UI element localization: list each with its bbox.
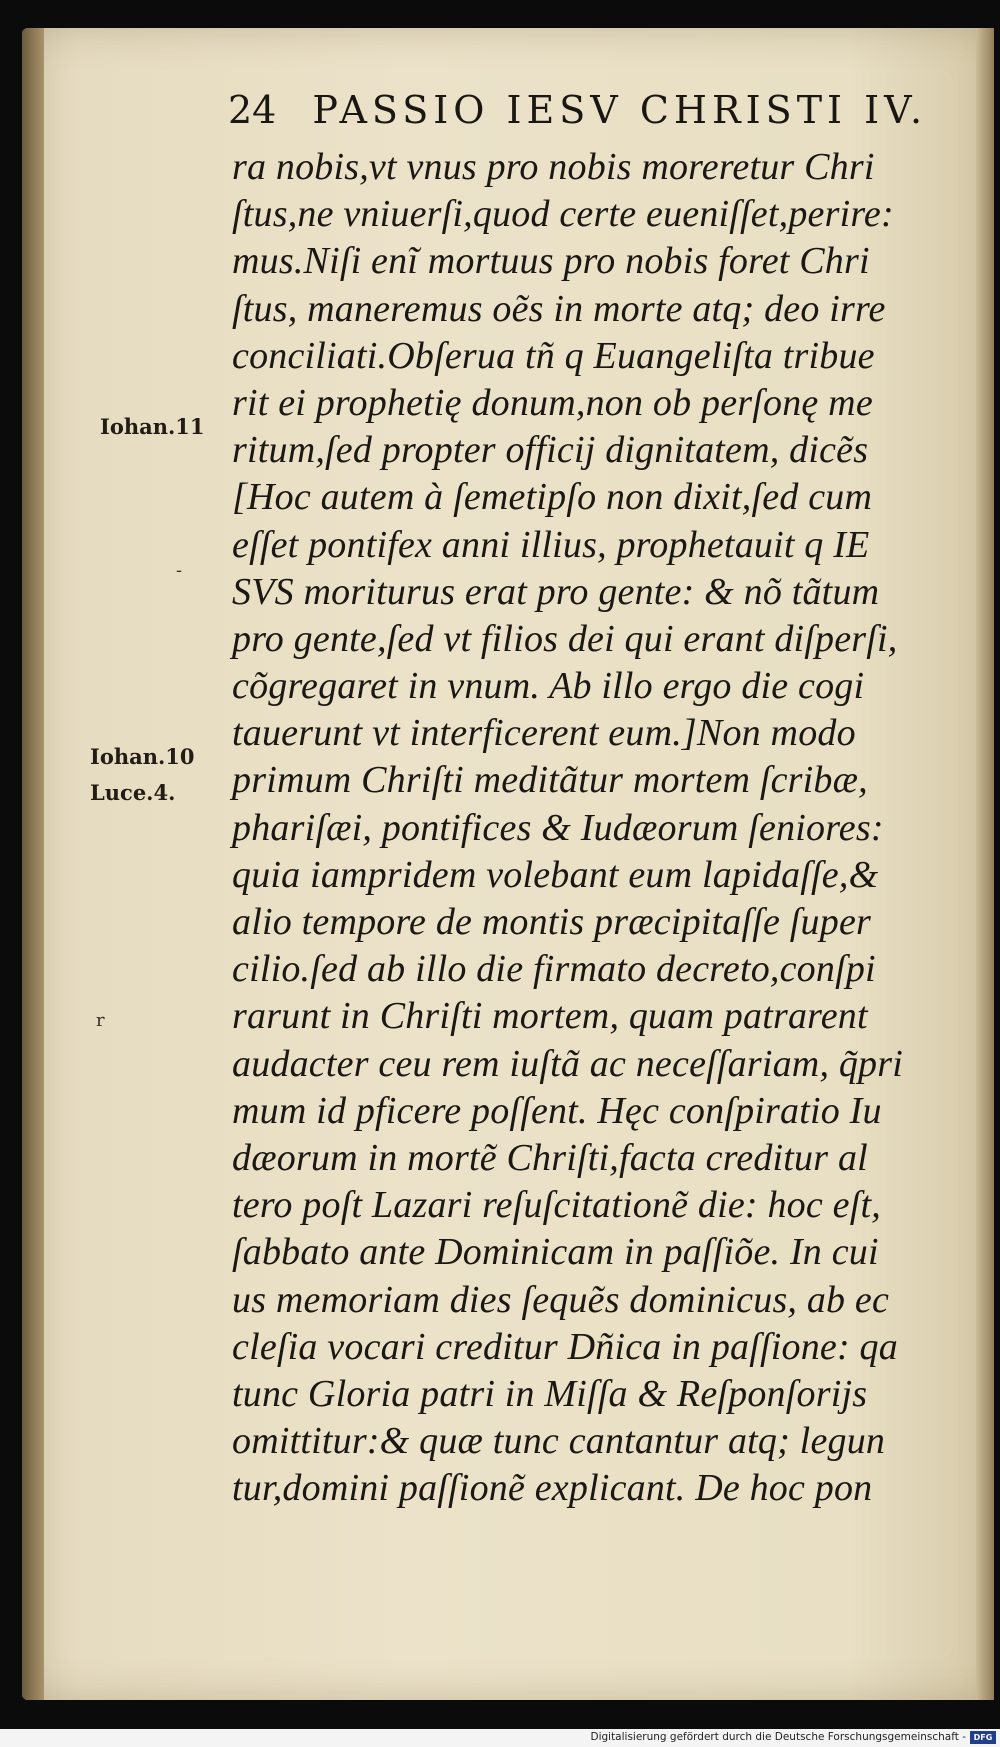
funding-credit: Digitalisierung gefördert durch die Deutsche Forschungsgemeinschaft - (590, 1731, 966, 1743)
stray-mark-dash: - (176, 560, 183, 581)
text-line: rit ei prophetię donum,non ob perſonę me (232, 381, 873, 424)
text-line: pro gente,ſed vt filios dei qui erant diſperſi, (232, 617, 898, 660)
text-line: tunc Gloria patri in Miſſa & Reſponſorijs (232, 1372, 868, 1415)
running-head-title: PASSIO IESV CHRISTI IV. (312, 88, 928, 132)
text-line: ritum,ſed propter officij dignitatem, dicẽs (232, 429, 869, 472)
text-line: primum Chriſti meditãtur mortem ſcribæ, (232, 759, 868, 802)
running-head (228, 88, 928, 132)
margin-note-iohan-10: Iohan.10 (90, 744, 195, 769)
text-line: dæorum in mortẽ Chriſti,facta creditur al (232, 1136, 868, 1179)
text-line: tur,domini paſſionẽ explicant. De hoc pon (232, 1467, 873, 1510)
stray-mark-r: r (96, 1010, 105, 1031)
text-line: audacter ceu rem iuſtã ac neceſſariam, q̃pri (232, 1042, 903, 1085)
text-line: mus.Niſi enĩ mortuus pro nobis foret Chri (232, 240, 870, 283)
text-line: cilio.ſed ab illo die firmato decreto,conſpi (232, 948, 876, 991)
text-line: phariſæi, pontifices & Iudæorum ſeniores: (232, 806, 884, 849)
text-line: [Hoc autem à ſemetipſo non dixit,ſed cum (232, 476, 873, 519)
page-number: 24 (228, 88, 277, 132)
footer-bar (0, 1729, 1000, 1747)
text-line: tero poſt Lazari reſuſcitationẽ die: hoc eſt, (232, 1184, 881, 1227)
dfg-logo: DFG (970, 1731, 996, 1744)
text-line: quia iampridem volebant eum lapidaſſe,& (232, 853, 879, 896)
page-edge-right (976, 28, 994, 1700)
text-line: ſabbato ante Dominicam in paſſiõe. In cui (232, 1231, 879, 1274)
text-line: rarunt in Chriſti mortem, quam patrarent (232, 995, 868, 1038)
text-line: tauerunt vt interficerent eum.]Non modo (232, 712, 856, 755)
text-line: cõgregaret in vnum. Ab illo ergo die cogi (232, 665, 865, 708)
text-line: ſtus, maneremus oẽs in morte atq; deo irre (232, 287, 886, 330)
text-line: mum id pficere poſſent. Hęc conſpiratio Iu (232, 1089, 882, 1132)
text-line: us memoriam dies ſequẽs dominicus, ab ec (232, 1278, 890, 1321)
text-line: conciliati.Obſerua tñ q Euangeliſta tribue (232, 334, 875, 377)
margin-note-luce-4: Luce.4. (90, 780, 176, 805)
margin-note-iohan-11: Iohan.11 (100, 414, 205, 439)
page-edge-left (22, 28, 44, 1700)
text-line: ſtus,ne vniuerſi,quod certe eueniſſet,perire: (232, 193, 894, 236)
text-line: cleſia vocari creditur Dñica in paſſione: qa (232, 1325, 898, 1368)
text-line: omittitur:& quæ tunc cantantur atq; legun (232, 1420, 886, 1463)
text-line: eſſet pontifex anni illius, prophetauit q IE (232, 523, 870, 566)
text-line: SVS moriturus erat pro gente: & nõ tãtum (232, 570, 880, 613)
body-text (232, 144, 932, 1512)
text-line: alio tempore de montis præcipitaſſe ſuper (232, 901, 872, 943)
text-line: ra nobis,vt vnus pro nobis moreretur Chri (232, 146, 875, 188)
